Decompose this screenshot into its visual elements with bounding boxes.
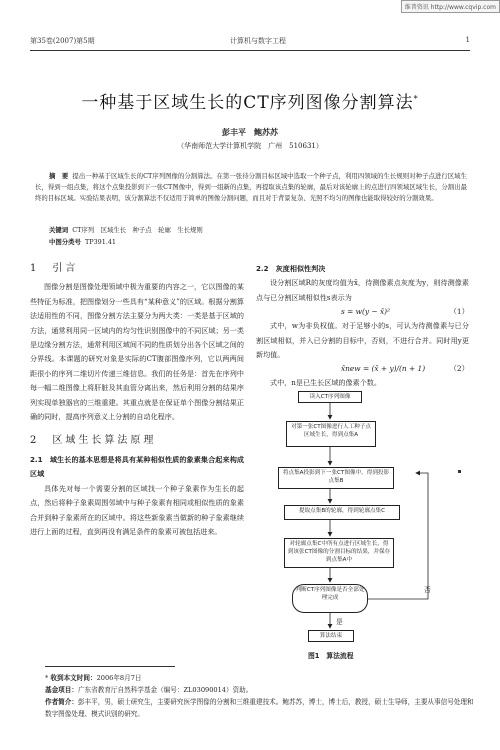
subsection-2-2-paragraph-1: 设分割区域R的灰度均值为x̄，待测像素点灰度为y，则待测像素点与已分割区域相似性s表示为 [256, 278, 469, 302]
paper-title-text: 一种基于区域生长的CT序列图像分割算法 [81, 93, 414, 113]
keywords-text: CT序列 区域生长 种子点 轮廓 生长规则 [72, 226, 203, 234]
author-text: 彭丰平，男，硕士研究生，主要研究医学图像的分割和三维重建技术。鲍苏苏，博士，博士后，教授，硕士生导师，主要从事信号处理和数字图像处理、模式识别的研究。 [45, 698, 474, 718]
paper-title [0, 88, 500, 113]
header-issue: 第35卷(2007)第5期 [30, 37, 95, 45]
equation-1 [256, 305, 469, 319]
figure-caption: 图1 算法流程 [308, 652, 354, 660]
right-column [256, 262, 469, 391]
classification [49, 237, 116, 246]
subsection-2-2-paragraph-2: 式中，w为非负权值。对于足够小的s，可认为待测像素与已分割区域相似，并入已分割的目标中，否则，不进行合并。同时用y更新均值。 [256, 321, 469, 360]
left-column [30, 262, 244, 539]
subsection-2-1-title: 2.1 域生长的基本思想是将具有某种相似性质的象素集合起来构成区域 [30, 454, 244, 479]
equation-2-number: （2） [449, 364, 469, 374]
abstract [35, 171, 467, 204]
fund-text: 广东省教育厅自然科学基金（编号：ZL03090014）资助。 [77, 686, 253, 694]
flow-step-contour-growth: 对轮廓点集C中所有点进行区域生长，得到该张CT图像的分割目标的结果，并保存到点集A中 [284, 538, 394, 568]
flow-step-project-points: 将点集A投影到下一张CT图像中，得到投影点集B [278, 467, 394, 489]
section-2-title: 2 区域生长算法原理 [30, 435, 157, 447]
flowchart [256, 385, 469, 665]
received-label: 收到本文时间： [50, 674, 97, 682]
footnote-author [45, 696, 475, 720]
section-1-paragraph: 图像分割是图像处理领域中极为重要的内容之一，它以图像的某些特征为标准，把图像划分一些具有“某种意义”的区域。根据分割算法适用性的不同，图像分割方法主要分为两大类：一类是基于区域的方法，通常利用同一区域内的均匀性识别图像中的不同区域；另一类是边缘分割方法，通常利用区域间不同的性质划分出各个区域之间的分界线。本课题的研究对象是实际的CT腹部图像序列，它以两两间距很小的序列二维切片传递三维信息。我们的任务是：首先在序列中每一幅二维图像上将肝脏及其血管分离出来，然后利用分割的结果序列实现单独器官的三维重建。其重点就是在保证单个图像分割结果正确的同时，提高序列意义上分割的自动化程序。 [30, 282, 244, 422]
footnote [45, 672, 475, 720]
equation-2 [256, 362, 469, 376]
received-date: 2006年8月7日 [96, 674, 142, 682]
author-label: 作者简介： [45, 698, 78, 706]
equation-2-body: x̄new = (x̄ + y)/(n + 1) [341, 364, 426, 374]
section-1-title: 1 引言 [30, 263, 79, 274]
classification-text: TP391.41 [85, 238, 116, 246]
header-journal: 计算机与数字工程 [230, 37, 286, 45]
header-page-number: 1 [465, 36, 470, 44]
equation-1-body: s = w(y − x̄)² [341, 307, 390, 317]
authors: 彭丰平 鲍苏苏 [222, 127, 278, 137]
equation-1-number: （1） [449, 307, 469, 317]
flow-decision-all-done: 判断CT序列图像是否全部处理完成 [292, 584, 368, 613]
flow-label-no: 否 [424, 586, 431, 594]
flow-step-seed-growth: 对第一张CT图像进行人工种子点区域生长，得到点集A [286, 421, 376, 447]
watermark: 维普资讯 http://www.cqvip.com [401, 0, 500, 13]
abstract-label: 摘 要 [49, 172, 69, 180]
title-footnote-mark: * [413, 94, 419, 104]
footnote-rule [45, 666, 175, 667]
running-header [30, 36, 470, 48]
footnote-received [45, 672, 475, 684]
footnote-marker: * [45, 674, 49, 682]
subsection-2-1-paragraph: 具体先对每一个需要分割的区域找一个种子象素作为生长的起点，然后将种子象素周围邻域中与种子象素有相同或相似性质的象素合并到种子象素所在的区域中。将这些新象素当做新的种子象素继续进行上面的过程，直到再没有满足条件的象素可被包括进来。 [30, 483, 244, 536]
affiliation: （华南师范大学计算机学院 广州 510631） [177, 142, 323, 150]
fund-label: 基金项目： [45, 686, 78, 694]
subsection-2-2-paragraph-3: 式中，n是已生长区域的像素个数。 [270, 378, 381, 388]
abstract-text: 提出一种基于区域生长的CT序列图像的分割算法。在第一张待分割目标区域中选取一个种子点，利用四领域的生长规则对种子点进行区域生长，得到一组点集，将这个点集投影到下一张CT图像中，得到一组新的点集，再提取该点集的轮廓，最后对该轮廓上的点进行四领域区域生长，分割出最终的目标区域。实验结果表明，该分割算法不仅适用于简单的图像分割问题，而且对于背景复杂、光照不均匀的图像也能取得较好的分割效果。 [35, 172, 467, 202]
classification-label: 中图分类号 [49, 238, 81, 246]
footnote-fund [45, 684, 475, 696]
flow-step-end: 算法结束 [308, 630, 354, 642]
flow-step-extract-contour: 提取点集B的轮廓，得到轮廓点集C [284, 505, 400, 520]
keywords [49, 225, 203, 234]
flow-label-yes: 是 [336, 618, 343, 626]
flow-step-read-ct: 读入CT序列图像 [298, 391, 362, 403]
header-rule [30, 50, 470, 51]
keywords-label: 关键词 [49, 226, 69, 234]
subsection-2-2-title: 2.2 灰度相似性判决 [256, 264, 326, 273]
